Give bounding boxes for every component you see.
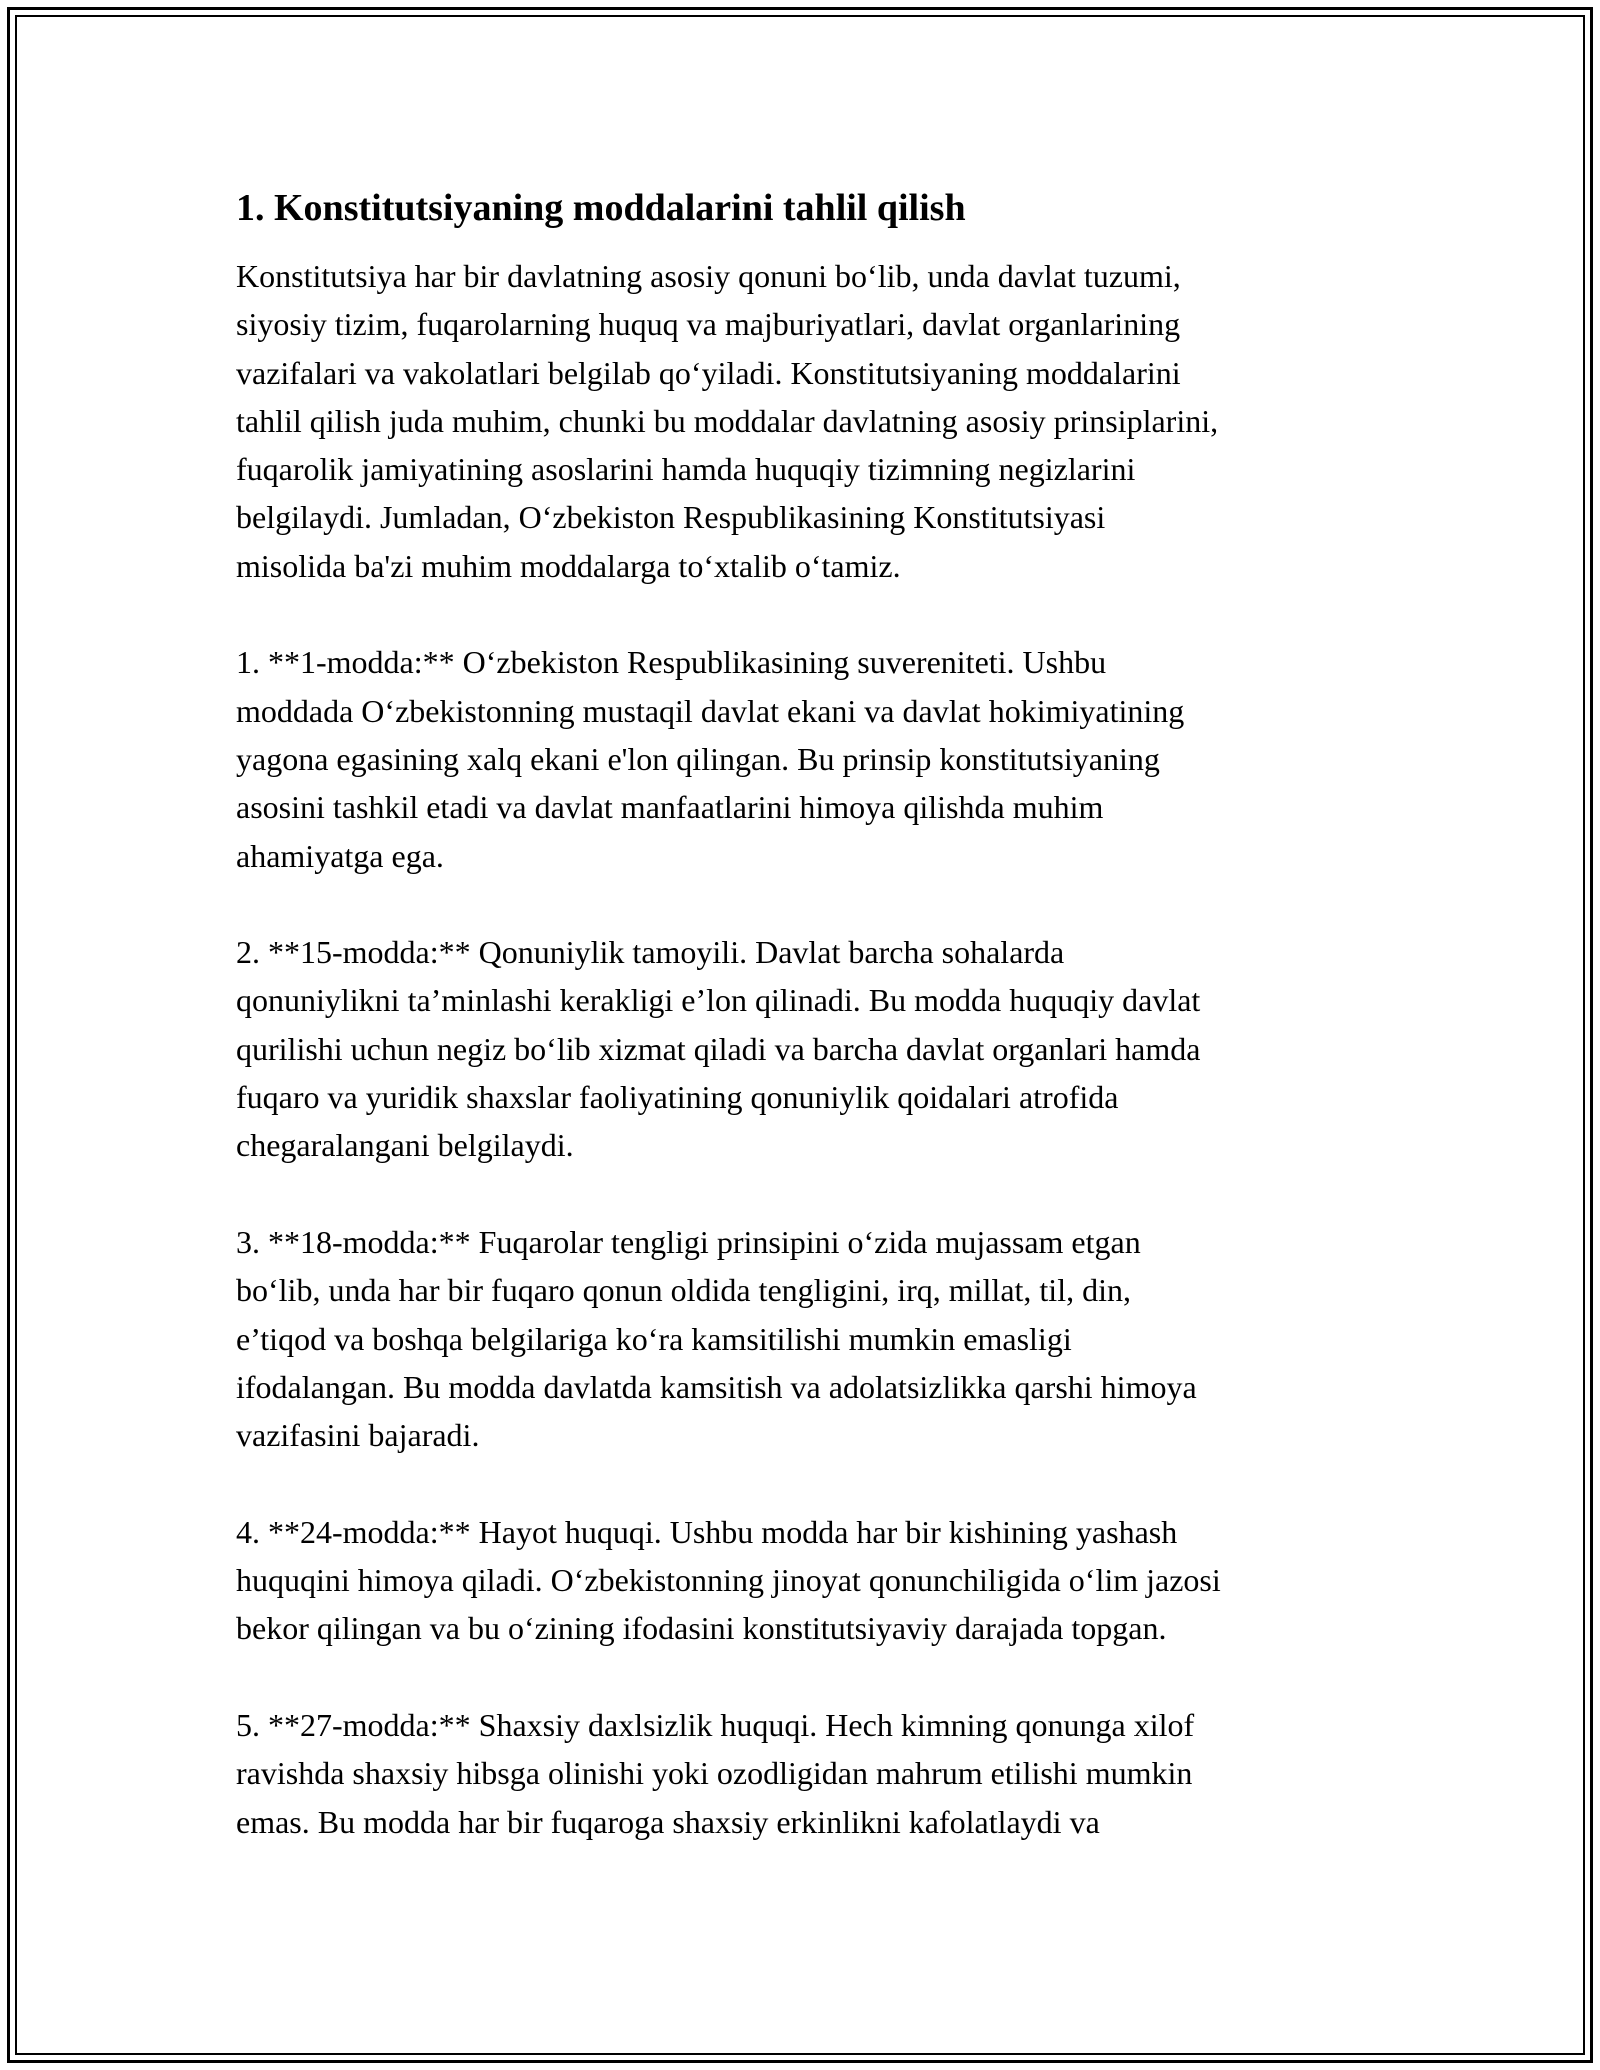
text-line: ravishda shaxsiy hibsga olinishi yoki ozodligidan mahrum etilishi mumkin <box>236 1755 1193 1792</box>
text-line: chegaralangani belgilaydi. <box>236 1127 574 1164</box>
text-line: siyosiy tizim, fuqarolarning huquq va majburiyatlari, davlat organlarining <box>236 306 1181 343</box>
text-line: fuqaro va yuridik shaxslar faoliyatining qonuniylik qoidalari atrofida <box>236 1079 1119 1116</box>
text-line: 1. **1-modda:** O‘zbekiston Respublikasining suvereniteti. Ushbu <box>236 644 1107 681</box>
text-line: bo‘lib, unda har bir fuqaro qonun oldida tengligini, irq, millat, til, din, <box>236 1272 1131 1309</box>
text-line: qonuniylikni ta’minlashi kerakligi e’lon qilinadi. Bu modda huquqiy davlat <box>236 982 1201 1019</box>
text-line: e’tiqod va boshqa belgilariga ko‘ra kamsitilishi mumkin emasligi <box>236 1320 1072 1357</box>
text-line: vazifasini bajaradi. <box>236 1417 480 1454</box>
text-line: 4. **24-modda:** Hayot huquqi. Ushbu modda har bir kishining yashash <box>236 1513 1178 1550</box>
text-line: fuqarolik jamiyatining asoslarini hamda huquqiy tizimning negizlarini <box>236 451 1136 488</box>
text-line: yagona egasining xalq ekani e'lon qilingan. Bu prinsip konstitutsiyaning <box>236 740 1160 777</box>
text-line: ahamiyatga ega. <box>236 837 444 874</box>
article-24-paragraph <box>236 1508 1376 1653</box>
text-line: tahlil qilish juda muhim, chunki bu moddalar davlatning asosiy prinsiplarini, <box>236 402 1219 439</box>
article-1-paragraph <box>236 638 1376 879</box>
text-line: emas. Bu modda har bir fuqaroga shaxsiy erkinlikni kafolatlaydi va <box>236 1803 1100 1840</box>
text-line: misolida ba'zi muhim moddalarga to‘xtalib o‘tamiz. <box>236 547 901 584</box>
article-15-paragraph <box>236 928 1376 1169</box>
text-line: moddada O‘zbekistonning mustaqil davlat ekani va davlat hokimiyatining <box>236 692 1185 729</box>
text-line: Konstitutsiya har bir davlatning asosiy qonuni bo‘lib, unda davlat tuzumi, <box>236 258 1181 294</box>
article-18-paragraph <box>236 1218 1376 1459</box>
text-line: 5. **27-modda:** Shaxsiy daxlsizlik huquqi. Hech kimning qonunga xilof <box>236 1706 1195 1743</box>
text-line: 3. **18-modda:** Fuqarolar tengligi prinsipini o‘zida mujassam etgan <box>236 1223 1141 1260</box>
section-heading: 1. Konstitutsiyaning moddalarini tahlil qilish <box>236 187 966 229</box>
text-line: belgilaydi. Jumladan, O‘zbekiston Respublikasining Konstitutsiyasi <box>236 499 1106 536</box>
text-line: vazifalari va vakolatlari belgilab qo‘yiladi. Konstitutsiyaning moddalarini <box>236 354 1181 391</box>
text-line: bekor qilingan va bu o‘zining ifodasini konstitutsiyaviy darajada topgan. <box>236 1610 1167 1647</box>
intro-paragraph <box>236 252 1376 590</box>
text-line: 2. **15-modda:** Qonuniylik tamoyili. Davlat barcha sohalarda <box>236 934 1065 971</box>
text-line: qurilishi uchun negiz bo‘lib xizmat qiladi va barcha davlat organlari hamda <box>236 1030 1201 1067</box>
article-27-paragraph <box>236 1701 1376 1846</box>
text-line: ifodalangan. Bu modda davlatda kamsitish va adolatsizlikka qarshi himoya <box>236 1368 1197 1405</box>
text-line: huquqini himoya qiladi. O‘zbekistonning jinoyat qonunchiligida o‘lim jazosi <box>236 1562 1221 1599</box>
text-line: asosini tashkil etadi va davlat manfaatlarini himoya qilishda muhim <box>236 789 1104 826</box>
document-body <box>236 184 1376 1846</box>
